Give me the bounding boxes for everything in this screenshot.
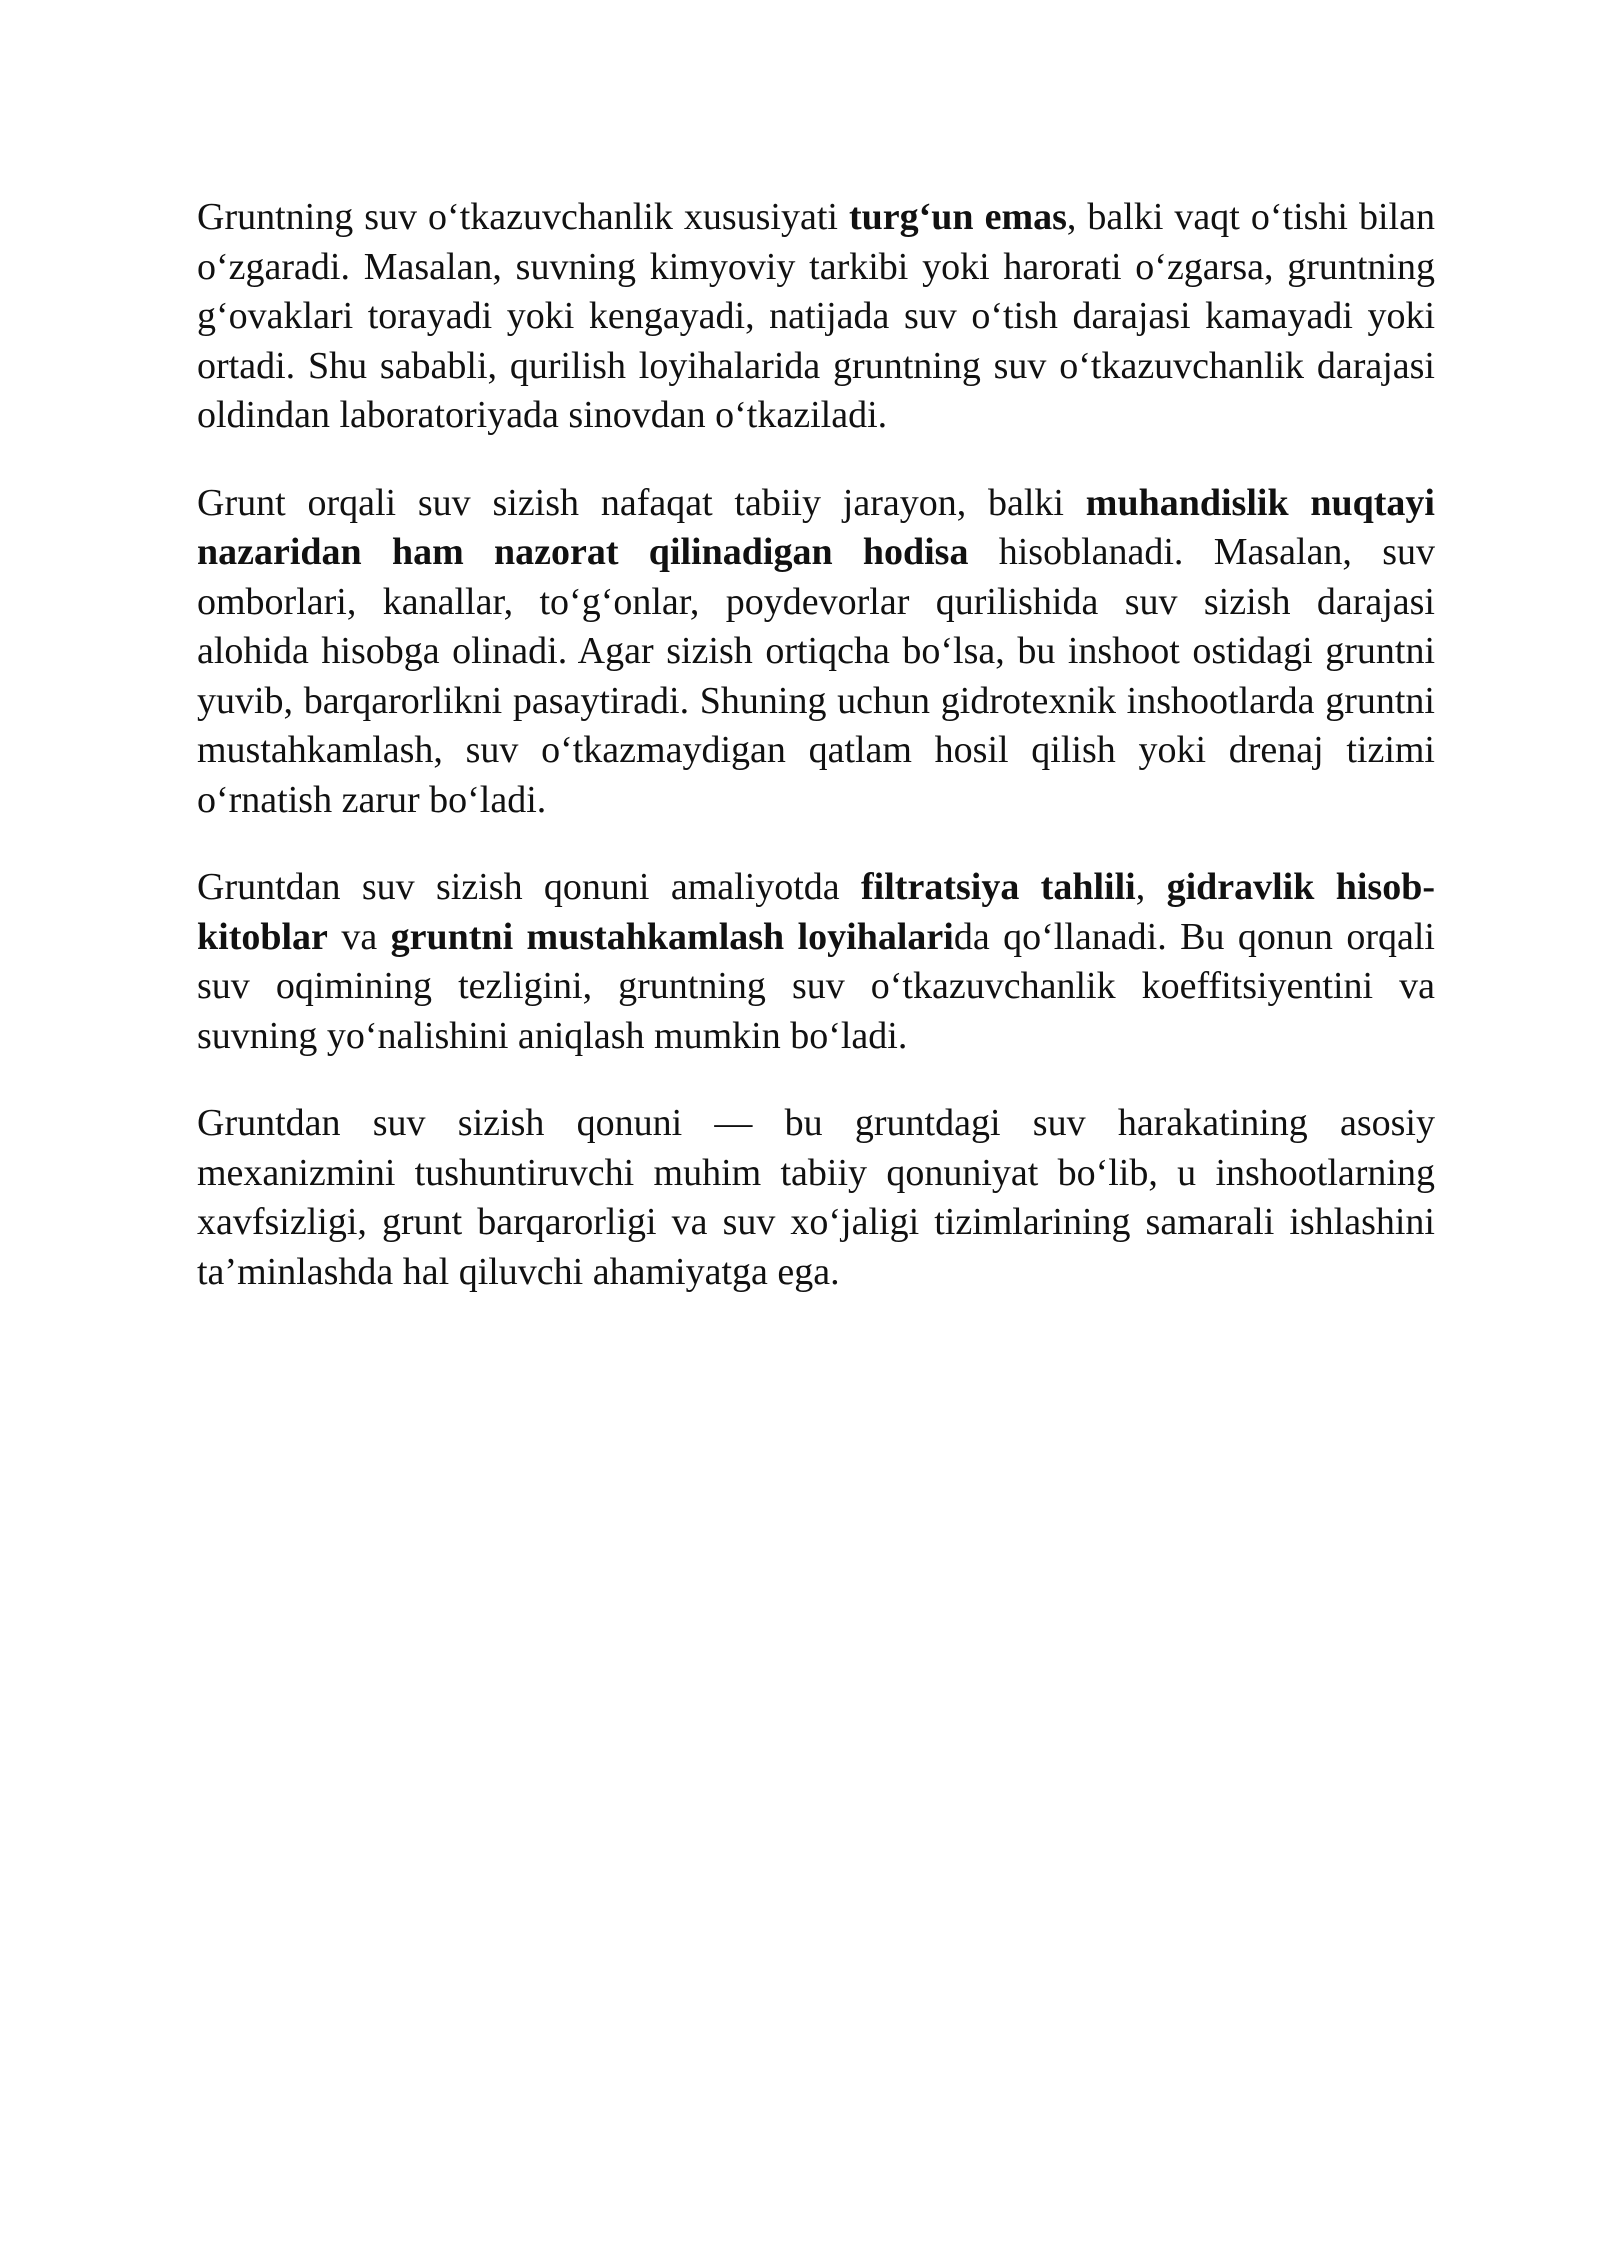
paragraph-1-text: , balki vaqt o‘tishi bilan o‘zgaradi. Masalan, suvning kimyoviy tarkibi yoki harorati o‘zgarsa, gruntning g‘ovaklari torayadi yoki kengayadi, natijada suv o‘tish darajasi kamayadi yoki ortadi. Shu sababli, qurilish loyihalarida gruntning suv o‘tkazuvchanlik darajasi oldindan laboratoriyada sinovdan o‘tkaziladi. xyxy=(197,196,1435,436)
paragraph-3-text: , xyxy=(1135,866,1167,908)
paragraph-3-text: Gruntdan suv sizish qonuni amaliyotda xyxy=(197,866,862,908)
paragraph-3-bold-term: gidravlik hisob-kitoblar xyxy=(197,866,1435,958)
paragraph-1-text: Gruntning suv o‘tkazuvchanlik xususiyati xyxy=(197,196,849,238)
paragraph-2-text: hisoblanadi. Masalan, suv omborlari, kanallar, to‘g‘onlar, poydevorlar qurilishida suv sizish darajasi alohida hisobga olinadi. Agar sizish ortiqcha bo‘lsa, bu inshoot ostidagi gruntni yuvib, barqarorlikni pasaytiradi. Shuning uchun gidrotexnik inshootlarda gruntni mustahkamlash, suv o‘tkazmaydigan qatlam hosil qilish yoki drenaj tizimi o‘rnatish zarur bo‘ladi. xyxy=(197,531,1435,821)
paragraph-2-text: Grunt orqali suv sizish nafaqat tabiiy jarayon, balki xyxy=(197,481,1086,524)
paragraph-4 xyxy=(197,1099,1435,1297)
paragraph-3-text: da qo‘llanadi. Bu qonun orqali suv oqimining tezligini, gruntning suv o‘tkazuvchanlik koeffitsiyentini va suvning yo‘nalishini aniqlash mumkin bo‘ladi. xyxy=(197,915,1435,1057)
paragraph-1 xyxy=(197,193,1435,441)
paragraph-2-bold-term: muhandislik nuqtayi nazaridan ham nazorat qilinadigan hodisa xyxy=(197,481,1435,573)
paragraph-3-bold-term: gruntni mustahkamlash loyihalari xyxy=(390,915,954,958)
paragraph-3-bold-term: filtratsiya tahlili xyxy=(861,866,1136,908)
body-text xyxy=(197,193,1435,1335)
paragraph-1-bold-term: turg‘un emas xyxy=(848,196,1067,238)
paragraph-3-text: va xyxy=(327,915,391,958)
paragraph-4-text: Gruntdan suv sizish qonuni — bu gruntdagi suv harakatining asosiy mexanizmini tushuntiruvchi muhim tabiiy qonuniyat bo‘lib, u inshootlarning xavfsizligi, grunt barqarorligi va suv xo‘jaligi tizimlarining samarali ishlashini ta’minlashda hal qiluvchi ahamiyatga ega. xyxy=(197,1102,1435,1293)
paragraph-2 xyxy=(197,479,1435,826)
paragraph-3 xyxy=(197,863,1435,1061)
